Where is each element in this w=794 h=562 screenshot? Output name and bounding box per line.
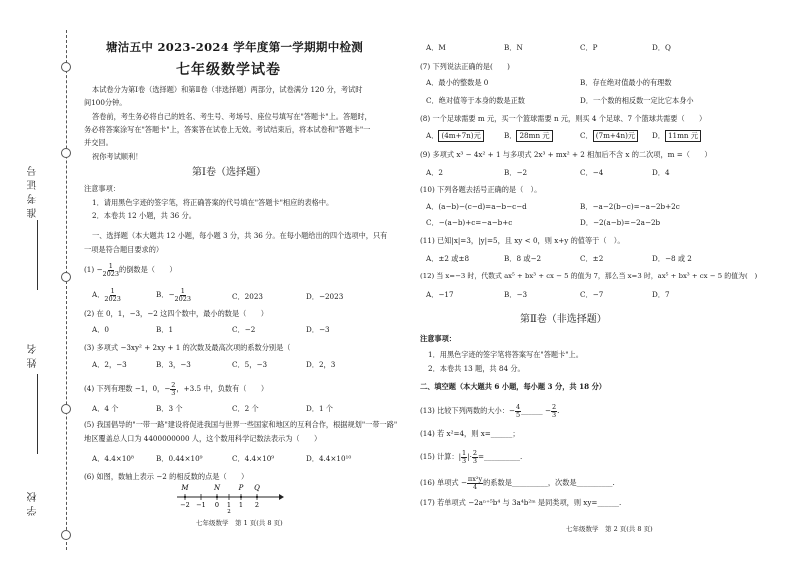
q5-option-c[interactable]: C．4.4×10⁹ bbox=[232, 454, 275, 463]
part-1-heading-cont: 一项是符合题目要求的） bbox=[84, 245, 164, 254]
name-label: 姓名 bbox=[28, 340, 39, 368]
intro-line: 务必将答案涂写在"答题卡"上，答案答在试卷上无效。考试结束后，将本试卷和"答题卡"一 bbox=[84, 125, 371, 134]
q6-option-c[interactable]: C．P bbox=[580, 43, 598, 52]
q9-option-a[interactable]: A．2 bbox=[426, 168, 443, 177]
question-14: (14) 若 x²=4，则 x=______； bbox=[420, 429, 520, 438]
binding-hole bbox=[61, 272, 71, 282]
number-line-point-label: M bbox=[181, 484, 189, 492]
number-line-point-label: N bbox=[213, 484, 221, 492]
q6-option-b[interactable]: B．N bbox=[504, 43, 523, 52]
question-6: (6) 如图，数轴上表示 −2 的相反数的点是（ ） bbox=[84, 472, 249, 481]
number-line-tick-label: 0 bbox=[214, 501, 220, 509]
intro-line: 间100分钟。 bbox=[84, 98, 127, 107]
note-item: 2．本卷共 12 小题，共 36 分。 bbox=[92, 211, 196, 220]
section-2-title: 第Ⅱ卷（非选择题） bbox=[520, 314, 607, 325]
page-2-footer: 七年级数学 第 2 页(共 8 页) bbox=[566, 525, 653, 533]
question-11: (11) 已知|x|=3，|y|=5，且 xy < 0，则 x+y 的值等于（ ）。 bbox=[420, 236, 625, 245]
q3-option-b[interactable]: B．3，−3 bbox=[156, 360, 191, 369]
exam-title: 塘沽五中 2023-2024 学年度第一学期期中检测 bbox=[106, 40, 364, 54]
q12-option-c[interactable]: C．−7 bbox=[580, 290, 604, 299]
intro-line: 祝你考试顺利！ bbox=[92, 152, 143, 161]
name-field[interactable] bbox=[37, 374, 38, 454]
q11-option-c[interactable]: C．±2 bbox=[580, 254, 604, 263]
question-4: (4) 下列有理数 −1，0，− $\frac{2}{3}$ ，+3.5 中，负数有（ ） bbox=[84, 381, 269, 397]
q12-option-a[interactable]: A．−17 bbox=[426, 290, 454, 299]
binding-hole bbox=[61, 62, 71, 72]
number-line-tick-label: −2 bbox=[180, 501, 190, 509]
q1-option-c[interactable]: C．2023 bbox=[232, 292, 263, 301]
exam-id-field[interactable] bbox=[37, 220, 38, 290]
number-line-point-label: P bbox=[238, 484, 244, 492]
question-5: (5) 我国倡导的"一带一路"建设将促进我国与世界一些国家和地区的互利合作，根据规划"一带一路" bbox=[84, 420, 398, 429]
q10-option-d[interactable]: D．−2(a−b)=−2a−2b bbox=[580, 218, 661, 227]
page-1-footer: 七年级数学 第 1 页(共 8 页) bbox=[196, 519, 283, 527]
q10-option-b[interactable]: B．−a−2(b−c)=−a−2b+2c bbox=[580, 202, 680, 211]
number-line-tick-label: 1 bbox=[226, 501, 232, 509]
binding-hole bbox=[61, 530, 71, 540]
q2-option-a[interactable]: A．0 bbox=[92, 325, 109, 334]
q5-option-d[interactable]: D．4.4×10¹⁰ bbox=[306, 454, 352, 463]
q2-option-c[interactable]: C．−2 bbox=[232, 325, 256, 334]
q8-option-d[interactable]: D． 11mn 元 bbox=[652, 130, 701, 142]
number-line-figure bbox=[175, 480, 285, 514]
intro-line: 并交回。 bbox=[84, 138, 113, 147]
number-line-tick-label: −1 bbox=[196, 501, 206, 509]
q10-option-a[interactable]: A．(a−b)−(c−d)=a−b−c−d bbox=[426, 202, 527, 211]
number-line-point bbox=[184, 496, 186, 498]
number-line-tick-label: 1 bbox=[238, 501, 244, 509]
intro-line: 答卷前，考生务必将自己的姓名、考生号、考场号、座位号填写在"答题卡"上。答题时， bbox=[92, 112, 372, 121]
number-line-point bbox=[216, 496, 218, 498]
question-1: (1) − $\frac{1}{2023}$ 的倒数是（ ） bbox=[84, 262, 177, 278]
number-line-tick-denominator: 2 bbox=[227, 509, 231, 514]
question-8: (8) 一个足球需要 m 元，买一个篮球需要 n 元，则买 4 个足球、7 个篮球共需要（ ） bbox=[420, 114, 707, 123]
question-10: (10) 下列各题去括号正确的是（ ）。 bbox=[420, 185, 542, 194]
question-3: (3) 多项式 −3xy² + 2xy + 1 的次数及最高次项的系数分别是（ bbox=[84, 343, 291, 352]
q9-option-c[interactable]: C．−4 bbox=[580, 168, 604, 177]
q8-option-a[interactable]: A． (4m+7n)元 bbox=[426, 130, 484, 142]
seal-line bbox=[66, 30, 67, 550]
q12-option-d[interactable]: D．7 bbox=[652, 290, 670, 299]
notes-title-2: 注意事项： bbox=[420, 334, 456, 343]
q1-option-a[interactable]: A． $\frac{1}{2023}$ bbox=[92, 287, 121, 303]
q1-option-b[interactable]: B．− $\frac{1}{2023}$ bbox=[156, 287, 192, 303]
number-line-point bbox=[256, 496, 258, 498]
q7-option-b[interactable]: B．存在绝对值最小的有理数 bbox=[580, 78, 672, 87]
q12-option-b[interactable]: B．−3 bbox=[504, 290, 528, 299]
q11-option-d[interactable]: D．−8 或 2 bbox=[652, 254, 692, 263]
number-line-point bbox=[240, 496, 242, 498]
binding-hole bbox=[61, 404, 71, 414]
q3-option-a[interactable]: A．2，−3 bbox=[92, 360, 127, 369]
q2-option-d[interactable]: D．−3 bbox=[306, 325, 330, 334]
binding-margin bbox=[0, 0, 84, 562]
question-12: (12) 当 x=−3 时，代数式 ax⁵ + bx³ + cx − 5 的值为 7，那么当 x=3 时，ax⁵ + bx³ + cx − 5 的值为( ) bbox=[420, 272, 758, 280]
q5-option-b[interactable]: B．0.44×10⁹ bbox=[156, 454, 203, 463]
q3-option-c[interactable]: C．5，−3 bbox=[232, 360, 268, 369]
q11-option-b[interactable]: B．8 或−2 bbox=[504, 254, 542, 263]
school-label: 学校 bbox=[28, 488, 39, 516]
q9-option-d[interactable]: D．4 bbox=[652, 168, 670, 177]
note-item: 1．用黑色字迹的签字笔将答案写在"答题卡"上。 bbox=[428, 350, 583, 359]
question-5-cont: 地区覆盖总人口为 4400000000 人，这个数用科学记数法表示为（ ） bbox=[84, 434, 322, 443]
q4-option-a[interactable]: A．4 个 bbox=[92, 404, 119, 413]
q4-option-c[interactable]: C．2 个 bbox=[232, 404, 259, 413]
paper-title: 七年级数学试卷 bbox=[176, 62, 281, 78]
q6-option-a[interactable]: A．M bbox=[426, 43, 446, 52]
question-9: (9) 多项式 x³ − 4x² + 1 与多项式 2x³ + mx² + 2 相加后不含 x 的二次项，m =（ ） bbox=[420, 150, 712, 159]
q6-option-d[interactable]: D．Q bbox=[652, 43, 671, 52]
q7-option-c[interactable]: C．绝对值等于本身的数是正数 bbox=[426, 96, 525, 105]
note-item: 1．请用黑色字迹的签字笔，将正确答案的代号填在"答题卡"相应的表格中。 bbox=[92, 198, 334, 207]
notes-title: 注意事项： bbox=[84, 184, 120, 193]
part-1-heading: 一、选择题（本大题共 12 小题，每小题 3 分，共 36 分。在每小题给出的四个选项中，只有 bbox=[92, 231, 388, 240]
number-line-tick-label: 2 bbox=[254, 501, 260, 509]
q9-option-b[interactable]: B．−2 bbox=[504, 168, 528, 177]
part-2-heading: 二、填空题（本大题共 6 小题，每小题 3 分，共 18 分） bbox=[420, 382, 606, 391]
q8-option-c[interactable]: C． (7m+4n)元 bbox=[580, 130, 638, 142]
question-15: (15) 计算：| $\frac{1}{3}$ |· $\frac{2}{3}$ =__________. bbox=[420, 449, 523, 465]
question-13: (13) 比较下列两数的大小：− $\frac{4}{5}$ ______ − $\frac{2}{3}$ . bbox=[420, 403, 560, 419]
q1-option-d[interactable]: D．−2023 bbox=[306, 292, 344, 301]
note-item: 2．本卷共 13 题，共 84 分。 bbox=[428, 364, 525, 373]
number-line-point-label: Q bbox=[254, 484, 260, 492]
q11-option-a[interactable]: A．±2 或±8 bbox=[426, 254, 470, 263]
q7-option-a[interactable]: A．最小的整数是 0 bbox=[426, 78, 489, 87]
q7-option-d[interactable]: D．一个数的相反数一定比它本身小 bbox=[580, 96, 694, 105]
q10-option-c[interactable]: C．−(a−b)+c=−a−b+c bbox=[426, 218, 513, 227]
q8-option-b[interactable]: B． 28mn 元 bbox=[504, 130, 553, 142]
question-2: (2) 在 0，1，−3，−2 这四个数中，最小的数是（ ） bbox=[84, 309, 268, 318]
exam-id-label: 准考证号 bbox=[28, 162, 39, 218]
q2-option-b[interactable]: B．1 bbox=[156, 325, 174, 334]
q3-option-d[interactable]: D．2，3 bbox=[306, 360, 336, 369]
q4-option-d[interactable]: D．1 个 bbox=[306, 404, 333, 413]
section-1-title: 第Ⅰ卷（选择题） bbox=[192, 167, 266, 178]
question-7: (7) 下列说法正确的是( ) bbox=[420, 62, 510, 71]
question-16: (16) 单项式 − $\frac{\text{πx²y}}{4}$ 的系数是__________，次数是__________. bbox=[420, 475, 615, 491]
question-17: (17) 若单项式 −2aⁿ⁺⁵b⁴ 与 3a⁴b²ᵐ 是同类项，则 xy=______. bbox=[420, 498, 622, 507]
intro-line: 本试卷分为第Ⅰ卷（选择题）和第Ⅱ卷（非选择题）两部分，试卷满分 120 分，考试时 bbox=[92, 85, 363, 94]
q4-option-b[interactable]: B．3 个 bbox=[156, 404, 183, 413]
binding-hole bbox=[61, 148, 71, 158]
q5-option-a[interactable]: A．4.4×10⁸ bbox=[92, 454, 134, 463]
